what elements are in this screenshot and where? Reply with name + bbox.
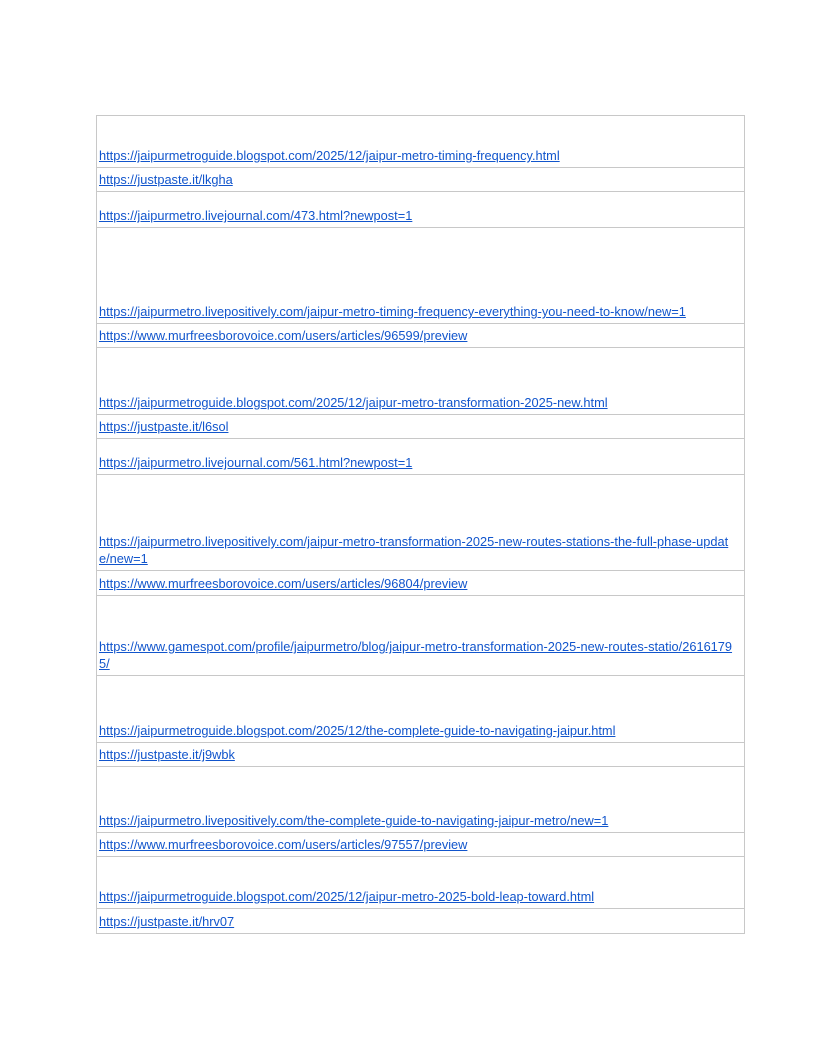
link[interactable]: https://jaipurmetro.livepositively.com/jaipur-metro-timing-frequency-everything-you-need-to-know/new=1	[99, 304, 686, 319]
link[interactable]: https://www.murfreesborovoice.com/users/articles/96804/preview	[99, 576, 468, 591]
table-row	[97, 596, 744, 676]
link[interactable]: https://justpaste.it/l6sol	[99, 419, 229, 434]
link[interactable]: https://jaipurmetroguide.blogspot.com/2025/12/jaipur-metro-timing-frequency.html	[99, 148, 560, 163]
link[interactable]: https://jaipurmetro.livejournal.com/561.html?newpost=1	[99, 455, 413, 470]
table-row	[97, 168, 744, 192]
table-row	[97, 767, 744, 833]
link[interactable]: https://jaipurmetroguide.blogspot.com/2025/12/jaipur-metro-2025-bold-leap-toward.html	[99, 889, 595, 904]
link[interactable]: https://justpaste.it/lkgha	[99, 172, 233, 187]
table-row	[97, 475, 744, 571]
link[interactable]: https://justpaste.it/j9wbk	[99, 747, 235, 762]
table-row	[97, 857, 744, 909]
table-row	[97, 833, 744, 857]
link[interactable]: https://jaipurmetro.livepositively.com/jaipur-metro-transformation-2025-new-routes-stations-the-full-phase-update/new=1	[99, 534, 729, 566]
link[interactable]: https://www.murfreesborovoice.com/users/articles/96599/preview	[99, 328, 468, 343]
table-row	[97, 743, 744, 767]
table-row	[97, 909, 744, 933]
link[interactable]: https://justpaste.it/hrv07	[99, 914, 235, 929]
table-row	[97, 571, 744, 596]
link[interactable]: https://jaipurmetroguide.blogspot.com/2025/12/jaipur-metro-transformation-2025-new.html	[99, 395, 608, 410]
table-row	[97, 676, 744, 743]
link[interactable]: https://www.murfreesborovoice.com/users/articles/97557/preview	[99, 837, 468, 852]
table-row	[97, 324, 744, 348]
links-table	[96, 115, 745, 934]
link[interactable]: https://jaipurmetroguide.blogspot.com/2025/12/the-complete-guide-to-navigating-jaipur.html	[99, 723, 616, 738]
table-row	[97, 415, 744, 439]
table-row	[97, 228, 744, 324]
link[interactable]: https://jaipurmetro.livepositively.com/the-complete-guide-to-navigating-jaipur-metro/new=1	[99, 813, 609, 828]
table-row	[97, 116, 744, 168]
table-row	[97, 439, 744, 475]
table-row	[97, 348, 744, 415]
link[interactable]: https://www.gamespot.com/profile/jaipurmetro/blog/jaipur-metro-transformation-2025-new-routes-statio/26161795/	[99, 639, 733, 671]
table-row	[97, 192, 744, 228]
link[interactable]: https://jaipurmetro.livejournal.com/473.html?newpost=1	[99, 208, 413, 223]
